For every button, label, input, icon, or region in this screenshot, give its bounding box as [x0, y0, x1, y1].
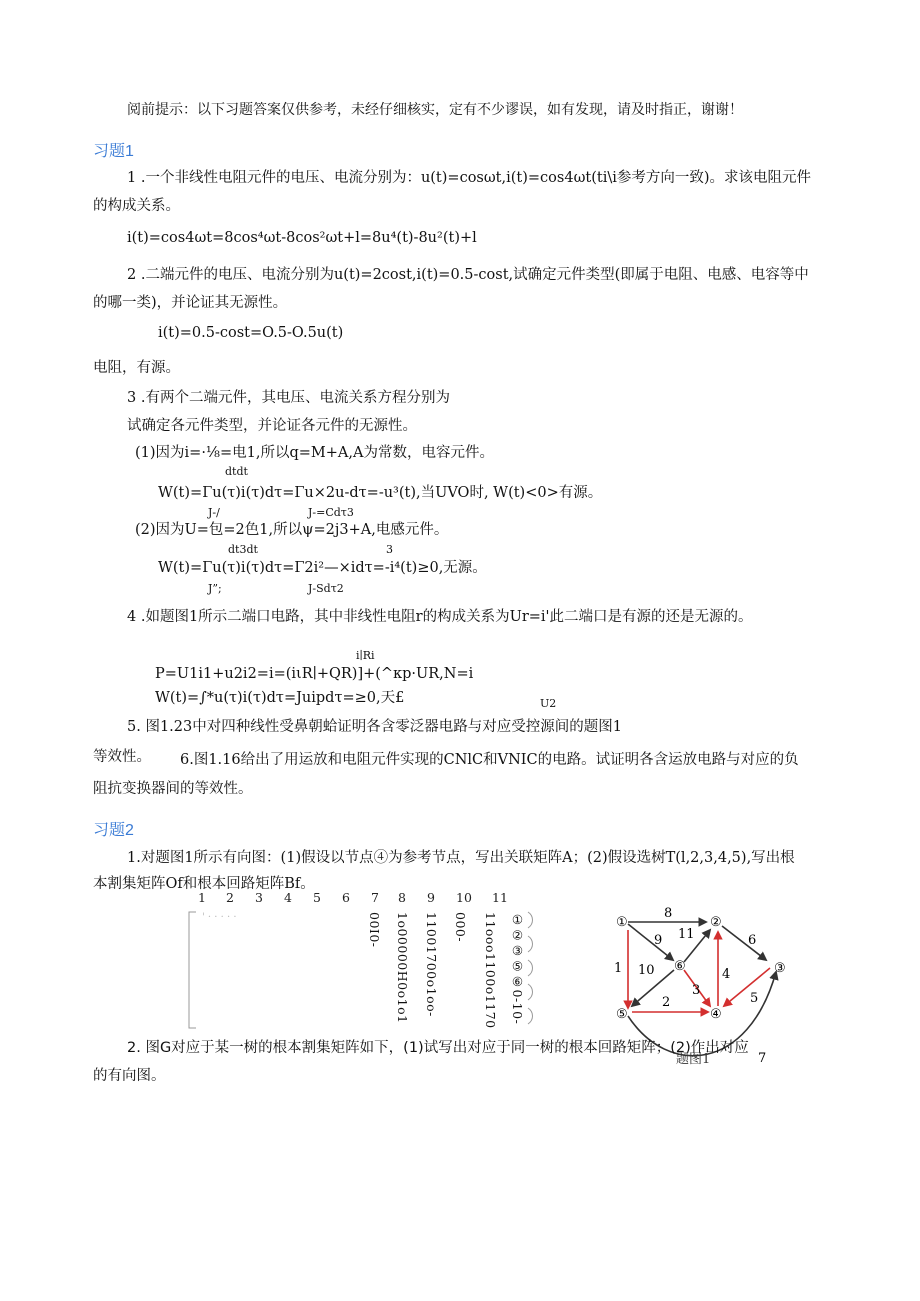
- q3-answer-1-energy: W(t)=Γu(τ)i(τ)dτ=Γu×2u-dτ=-u³(t),当UVO时, W(t)<0>有源。: [158, 485, 603, 501]
- matrix-placeholder-dots: ' · · · · ·: [202, 912, 237, 923]
- node-5: ⑤: [616, 1007, 628, 1022]
- q3-text-line1: 3 .有两个二端元件，其电压、电流关系方程分别为: [127, 390, 450, 406]
- edge-label-1: 1: [614, 961, 623, 976]
- figure-caption: 题图1: [676, 1052, 711, 1067]
- q4-answer-power: P=U1i1+u2i2=i=(iιR∣+QR)]+(^κp·UR,N=i: [155, 666, 474, 682]
- q1-text-line2: 的构成关系。: [93, 198, 180, 214]
- matrix-header-6: 6: [342, 890, 350, 905]
- q1-answer: i(t)=cos4ωt=8cos⁴ωt-8cos²ωt+l=8u⁴(t)-8u²(t)+l: [127, 230, 477, 246]
- edge-label-5: 5: [750, 991, 759, 1006]
- matrix-header-3: 3: [255, 890, 263, 905]
- edge-5: [724, 968, 770, 1006]
- q3-answer-2: (2)因为U=包=2色1,所以ψ=2j3+A,电感元件。: [135, 522, 449, 538]
- edge-6: [722, 926, 766, 960]
- chapter-2-heading: 习题2: [93, 822, 134, 839]
- q3-answer-2-limit-a: J”;: [208, 582, 222, 595]
- matrix-header-4: 4: [284, 890, 292, 905]
- edge-label-3: 3: [692, 983, 701, 998]
- edge-label-2: 2: [662, 995, 671, 1010]
- q6-text-line1: 6.图1.16给出了用运放和电阻元件实现的CNlC和VNIC的电路。试证明各含运放电路与对应的负: [180, 752, 799, 768]
- edge-label-4: 4: [722, 967, 731, 982]
- ch2-q2-text-line2: 的有向图。: [93, 1068, 166, 1084]
- q4-answer-energy: W(t)=∫*u(τ)i(τ)dτ=Juipdτ=≥0,天£: [155, 690, 405, 706]
- q2-answer: i(t)=0.5-cost=O.5-O.5u(t): [158, 325, 344, 341]
- matrix-header-1: 1: [198, 890, 206, 905]
- edge-label-10: 10: [638, 963, 655, 978]
- matrix-bracket-right: [526, 910, 540, 1030]
- matrix-header-9: 9: [427, 890, 435, 905]
- matrix-column-8: 1o00000H0o1o1: [395, 912, 410, 1024]
- q5-text-continued: 等效性。: [93, 749, 151, 765]
- node-4: ④: [710, 1007, 722, 1022]
- edge-label-6: 6: [748, 933, 757, 948]
- matrix-header-5: 5: [313, 890, 321, 905]
- ch2-q2-text-line1: 2. 图G对应于某一树的根本割集矩阵如下，(1)试写出对应于同一树的根本回路矩阵；(2)作出对应: [127, 1040, 749, 1056]
- node-2: ②: [710, 915, 722, 930]
- ch2-q1-text-line1: 1.对题图1所示有向图：(1)假设以节点④为参考节点，写出关联矩阵A；(2)假设选树T(l,2,3,4,5),写出根: [127, 850, 795, 866]
- matrix-column-nodes: ①②③⑤⑥0-10-: [510, 912, 525, 1025]
- q2-text-line2: 的哪一类)，并论证其无源性。: [93, 295, 288, 311]
- q4-text: 4 .如题图1所示二端口电路，其中非线性电阻r的构成关系为Ur=i'此二端口是有源的还是无源的。: [127, 609, 753, 625]
- q3-answer-2-sub: dt3dt: [228, 543, 258, 556]
- q6-text-line2: 阻抗变换器间的等效性。: [93, 781, 253, 797]
- edge-label-9: 9: [654, 933, 663, 948]
- q3-answer-1: (1)因为i=·⅛=电1,所以q=M+A,A为常数，电容元件。: [135, 445, 494, 461]
- q3-answer-1-limit-b: J-=Cdτ3: [308, 506, 354, 519]
- q4-answer-label: i∣Ri: [356, 649, 375, 662]
- q3-text-line2: 试确定各元件类型，并论证各元件的无源性。: [127, 418, 417, 434]
- matrix-header-10: 10: [456, 890, 472, 905]
- q2-text-line1: 2 .二端元件的电压、电流分别为u(t)=2cost,i(t)=0.5-cost,试确定元件类型(即属于电阻、电感、电容等中: [127, 267, 809, 283]
- q3-answer-1-sub: dtdt: [225, 465, 248, 478]
- matrix-column-11: 11ooo1100o1170: [483, 912, 498, 1029]
- edge-label-8: 8: [664, 906, 673, 921]
- node-6: ⑥: [674, 959, 686, 974]
- q3-answer-1-limit-a: J-/: [208, 506, 220, 519]
- node-1: ①: [616, 915, 628, 930]
- matrix-header-7: 7: [371, 890, 379, 905]
- q3-answer-2-energy: W(t)=Γu(τ)i(τ)dτ=Γ2i²—×idτ=-i⁴(t)≥0,无源。: [158, 560, 487, 576]
- q3-answer-2-limit-b: J-Sdτ2: [308, 582, 344, 595]
- incidence-matrix: [180, 890, 540, 1030]
- q5-text: 5. 图1.23中对四种线性受鼻朝蛤证明各含零泛器电路与对应受控源间的题图1: [127, 719, 622, 735]
- q4-answer-u2: U2: [540, 697, 557, 710]
- ch2-q1-text-line2: 本割集矩阵Of和根本回路矩阵Bf。: [93, 876, 315, 892]
- q2-answer-conclusion: 电阻，有源。: [93, 360, 180, 376]
- matrix-column-9: 11001700o1oo-: [424, 912, 439, 1017]
- reading-notice: 阅前提示：以下习题答案仅供参考，未经仔细核实，定有不少谬误，如有发现，请及时指正，谢谢！: [127, 102, 743, 118]
- matrix-bracket-left: [186, 910, 198, 1030]
- edge-label-11: 11: [678, 927, 695, 942]
- chapter-1-heading: 习题1: [93, 143, 134, 160]
- q1-text-line1: 1 .一个非线性电阻元件的电压、电流分别为：u(t)=cosωt,i(t)=cos4ωt(ti\i参考方向一致)。求该电阻元件: [127, 170, 812, 186]
- node-3: ③: [774, 961, 786, 976]
- edge-label-7: 7: [758, 1051, 767, 1066]
- matrix-header-8: 8: [398, 890, 406, 905]
- edge-9: [628, 924, 673, 960]
- q3-answer-2-sub-3: 3: [386, 543, 393, 556]
- matrix-header-11: 11: [492, 890, 508, 905]
- matrix-header-2: 2: [226, 890, 234, 905]
- matrix-column-10: 000-: [453, 912, 468, 943]
- matrix-column-7: 00I0-: [367, 912, 382, 948]
